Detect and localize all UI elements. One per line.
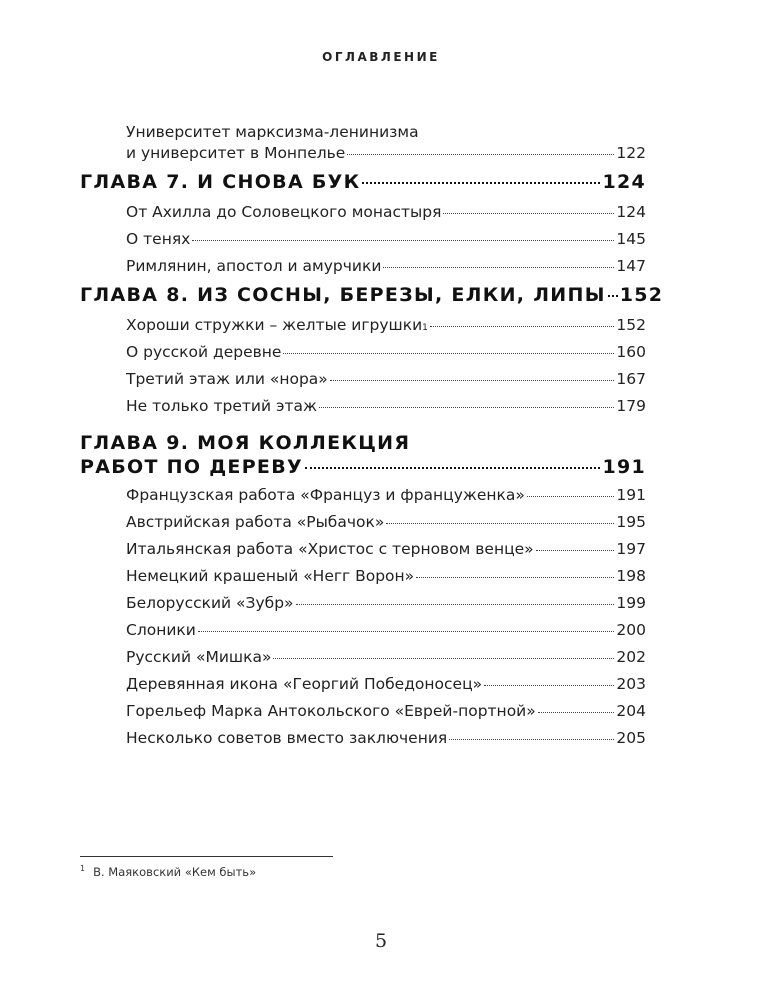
toc-entry-title: Римлянин, апостол и амурчики [126, 257, 382, 275]
chapter-page-number: 124 [602, 171, 646, 193]
dot-leader [527, 495, 615, 497]
toc-entry [126, 363, 646, 390]
chapter-title-line2: РАБОТ ПО ДЕРЕВУ [80, 456, 303, 478]
toc-entry-title: От Ахилла до Соловецкого монастыря [126, 203, 442, 221]
footnote-text: В. Маяковский «Кем быть» [93, 864, 257, 879]
toc-entry-title: Третий этаж или «нора» [126, 370, 328, 388]
toc-entry [126, 250, 646, 277]
toc-page-number: 195 [616, 513, 646, 531]
chapter-page-number: 152 [619, 284, 664, 306]
toc-page-number: 203 [616, 675, 646, 693]
toc-entry [126, 506, 646, 533]
toc-page-number: 160 [616, 343, 646, 361]
chapter-heading-9 [80, 431, 646, 479]
dot-leader [430, 325, 615, 327]
toc-entry-title: Не только третий этаж [126, 397, 317, 415]
toc-entry [126, 614, 646, 641]
toc-entry [126, 587, 646, 614]
toc-page-number: 145 [616, 230, 646, 248]
chapter-page-number: 191 [602, 456, 646, 478]
toc-entry-title: О русской деревне [126, 343, 282, 361]
toc-entry [126, 560, 646, 587]
toc-page-number: 202 [616, 648, 646, 666]
toc-entry [126, 695, 646, 722]
toc-entry-title: Горельеф Марка Антокольского «Еврей-портной» [126, 702, 536, 720]
dot-leader [305, 466, 600, 469]
dot-leader [198, 630, 615, 632]
toc-entry [126, 336, 646, 363]
toc-entry-title: Слоники [126, 621, 196, 639]
toc-page-number: 167 [616, 370, 646, 388]
toc-page-number: 200 [616, 621, 646, 639]
running-title: ОГЛАВЛЕНИЕ [322, 50, 440, 64]
toc-page-number: 197 [616, 540, 646, 558]
dot-leader [192, 239, 614, 241]
toc-entry [126, 641, 646, 668]
toc-entry-title: Французская работа «Француз и француженка» [126, 486, 525, 504]
toc-entry [126, 479, 646, 506]
dot-leader [319, 406, 614, 408]
toc-entry-title: Белорусский «Зубр» [126, 594, 294, 612]
page-number: 5 [374, 930, 388, 952]
chapter-title: ГЛАВА 8. ИЗ СОСНЫ, БЕРЕЗЫ, ЕЛКИ, ЛИПЫ [80, 284, 606, 306]
table-of-contents [80, 122, 664, 749]
toc-entry [126, 668, 646, 695]
toc-entry-title: О тенях [126, 230, 191, 248]
chapter-heading-7 [80, 164, 646, 196]
toc-page-number: 205 [616, 729, 646, 747]
toc-entry-title: Немецкий крашеный «Негг Ворон» [126, 567, 415, 585]
toc-entry-title: Русский «Мишка» [126, 648, 272, 666]
dot-leader [386, 522, 614, 524]
toc-page-number: 198 [616, 567, 646, 585]
toc-entry: Хороши стружки – желтые игрушки 1 152 [126, 316, 646, 334]
dot-leader [273, 657, 614, 659]
dot-leader [347, 153, 614, 155]
toc-entry-title: Итальянская работа «Христос с терновом венце» [126, 540, 534, 558]
toc-page-number: 152 [616, 316, 646, 334]
toc-entry [126, 722, 646, 749]
toc-entry-title-line1: Университет марксизма-ленинизма [126, 123, 419, 141]
dot-leader [362, 181, 600, 184]
footnote [80, 864, 256, 879]
dot-leader [484, 684, 614, 686]
toc-page-number: 122 [616, 144, 646, 162]
toc-page-number: 204 [616, 702, 646, 720]
chapter-title-line1: ГЛАВА 9. МОЯ КОЛЛЕКЦИЯ [80, 432, 411, 454]
chapter-title: ГЛАВА 7. И СНОВА БУК [80, 171, 361, 193]
chapter-heading-8 [80, 277, 664, 309]
toc-page-number: 179 [616, 397, 646, 415]
dot-leader [283, 352, 614, 354]
toc-page-number: 124 [616, 203, 646, 221]
toc-entry [126, 196, 646, 223]
toc-entry-title: Несколько советов вместо заключения [126, 729, 448, 747]
dot-leader [538, 711, 615, 713]
dot-leader [443, 212, 614, 214]
dot-leader [330, 379, 615, 381]
dot-leader [296, 603, 615, 605]
toc-page-number: 199 [616, 594, 646, 612]
dot-leader [449, 738, 614, 740]
toc-entry-title: Хороши стружки – желтые игрушки [126, 316, 423, 334]
toc-entry [126, 223, 646, 250]
toc-entry-title: Деревянная икона «Георгий Победоносец» [126, 675, 483, 693]
toc-entry [126, 122, 646, 164]
toc-entry [126, 533, 646, 560]
toc-page-number: 191 [616, 486, 646, 504]
dot-leader [536, 549, 615, 551]
footnote-number: 1 [80, 864, 86, 873]
toc-entry [126, 390, 646, 417]
dot-leader [416, 576, 614, 578]
toc-entry-title-line2: и университет в Монпелье [126, 144, 346, 162]
toc-entry-title: Австрийская работа «Рыбачок» [126, 513, 385, 531]
dot-leader [608, 294, 618, 297]
footnote-rule [80, 856, 333, 857]
dot-leader [383, 266, 614, 268]
toc-page-number: 147 [616, 257, 646, 275]
